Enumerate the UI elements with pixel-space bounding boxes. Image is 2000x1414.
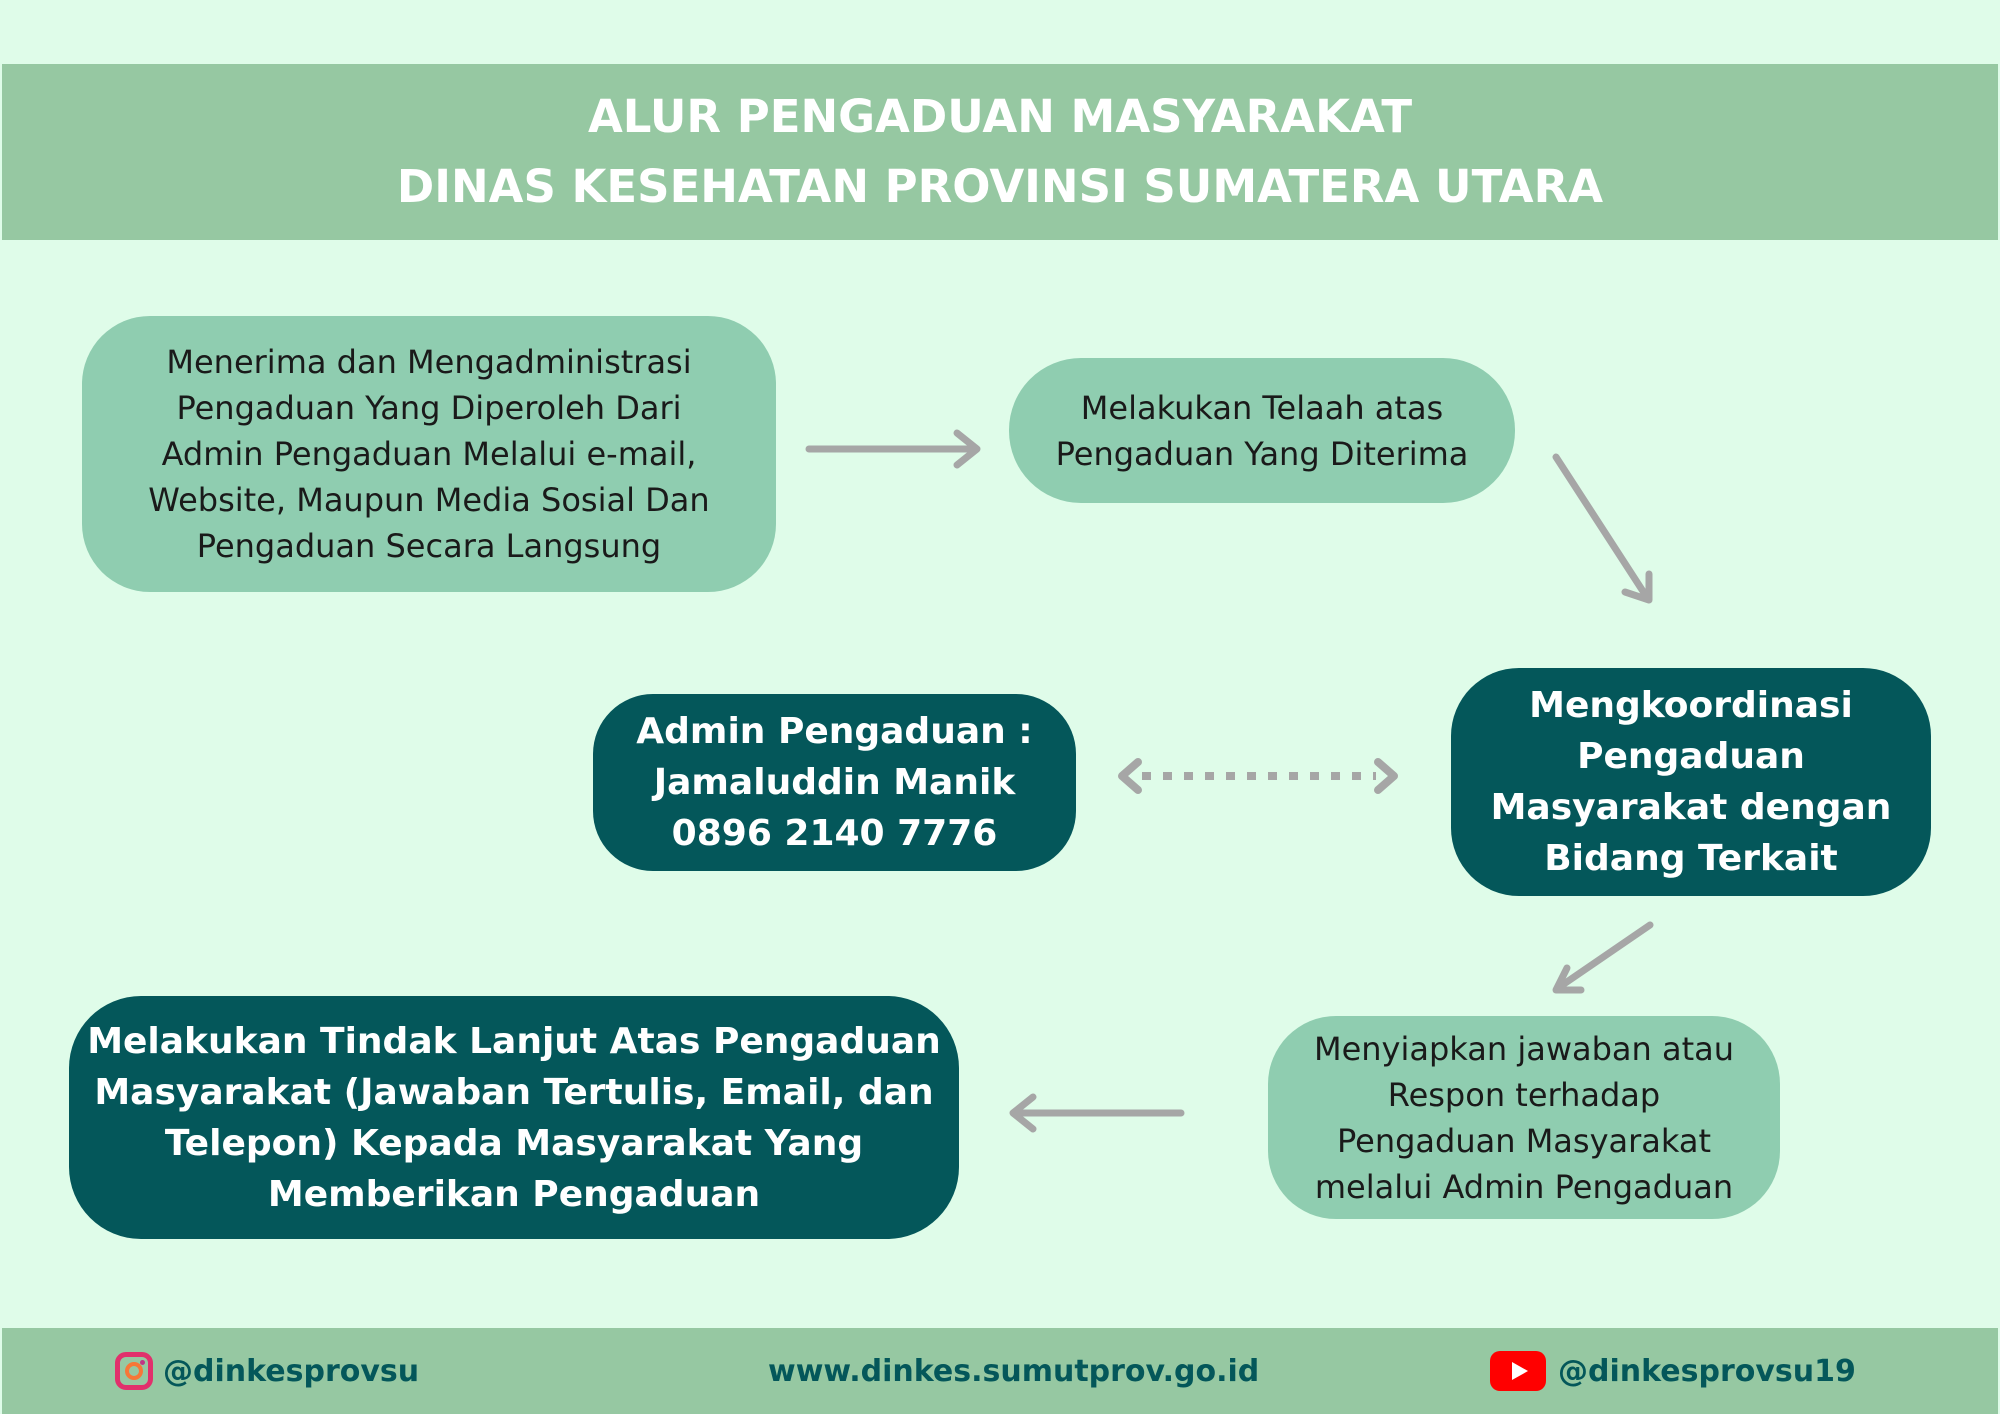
step-text-line: melalui Admin Pengaduan <box>1314 1167 1734 1206</box>
step-text-line: Melakukan Telaah atas <box>1080 388 1444 427</box>
admin-name: Jamaluddin Manik <box>653 762 1016 803</box>
arrow-coordinate-to-prepare <box>1556 925 1650 990</box>
step-text-line: Mengkoordinasi <box>1529 685 1853 726</box>
header-title-line1: ALUR PENGADUAN MASYARAKAT <box>587 90 1413 143</box>
admin-phone: 0896 2140 7776 <box>671 813 998 854</box>
step-text-line: Pengaduan Secara Langsung <box>196 527 662 565</box>
step-text-line: Bidang Terkait <box>1544 838 1838 879</box>
step-text-line: Menyiapkan jawaban atau <box>1313 1029 1735 1068</box>
footer-youtube[interactable] <box>1490 1328 1856 1414</box>
page-footer <box>2 1328 1998 1414</box>
instagram-icon <box>115 1352 153 1390</box>
step-text-line: Memberikan Pengaduan <box>267 1173 761 1215</box>
header-title-line2: DINAS KESEHATAN PROVINSI SUMATERA UTARA <box>396 160 1604 213</box>
step-text-line: Pengaduan <box>1577 736 1805 777</box>
step-text-line: Pengaduan Yang Diterima <box>1055 434 1469 473</box>
website-url: www.dinkes.sumutprov.go.id <box>768 1353 1260 1389</box>
footer-instagram[interactable] <box>115 1328 419 1414</box>
step-text-line: Respon terhadap <box>1387 1075 1661 1114</box>
step-text-line: Telepon) Kepada Masyarakat Yang <box>164 1122 864 1164</box>
footer-website[interactable] <box>768 1328 1259 1414</box>
arrow-prepare-to-followup <box>1013 1097 1181 1129</box>
arrow-receive-to-review <box>809 433 977 465</box>
arrow-coordinate-admin-bidirectional <box>1122 762 1394 790</box>
step-text-line: Menerima dan Mengadministrasi <box>166 343 692 381</box>
step-text-line: Pengaduan Masyarakat <box>1336 1121 1712 1160</box>
youtube-handle: @dinkesprovsu19 <box>1558 1353 1856 1389</box>
step-text-line: Admin Pengaduan Melalui e-mail, <box>161 435 697 473</box>
step-text-line: Website, Maupun Media Sosial Dan <box>148 481 710 519</box>
youtube-icon <box>1490 1351 1546 1391</box>
admin-label: Admin Pengaduan : <box>636 711 1033 752</box>
arrow-review-to-coordinate <box>1556 457 1649 600</box>
step-text-line: Masyarakat dengan <box>1490 787 1892 828</box>
step-text-line: Masyarakat (Jawaban Tertulis, Email, dan <box>94 1071 934 1113</box>
instagram-handle: @dinkesprovsu <box>163 1353 420 1389</box>
step-text-line: Pengaduan Yang Diperoleh Dari <box>176 389 682 427</box>
step-text-line: Melakukan Tindak Lanjut Atas Pengaduan <box>87 1020 941 1062</box>
